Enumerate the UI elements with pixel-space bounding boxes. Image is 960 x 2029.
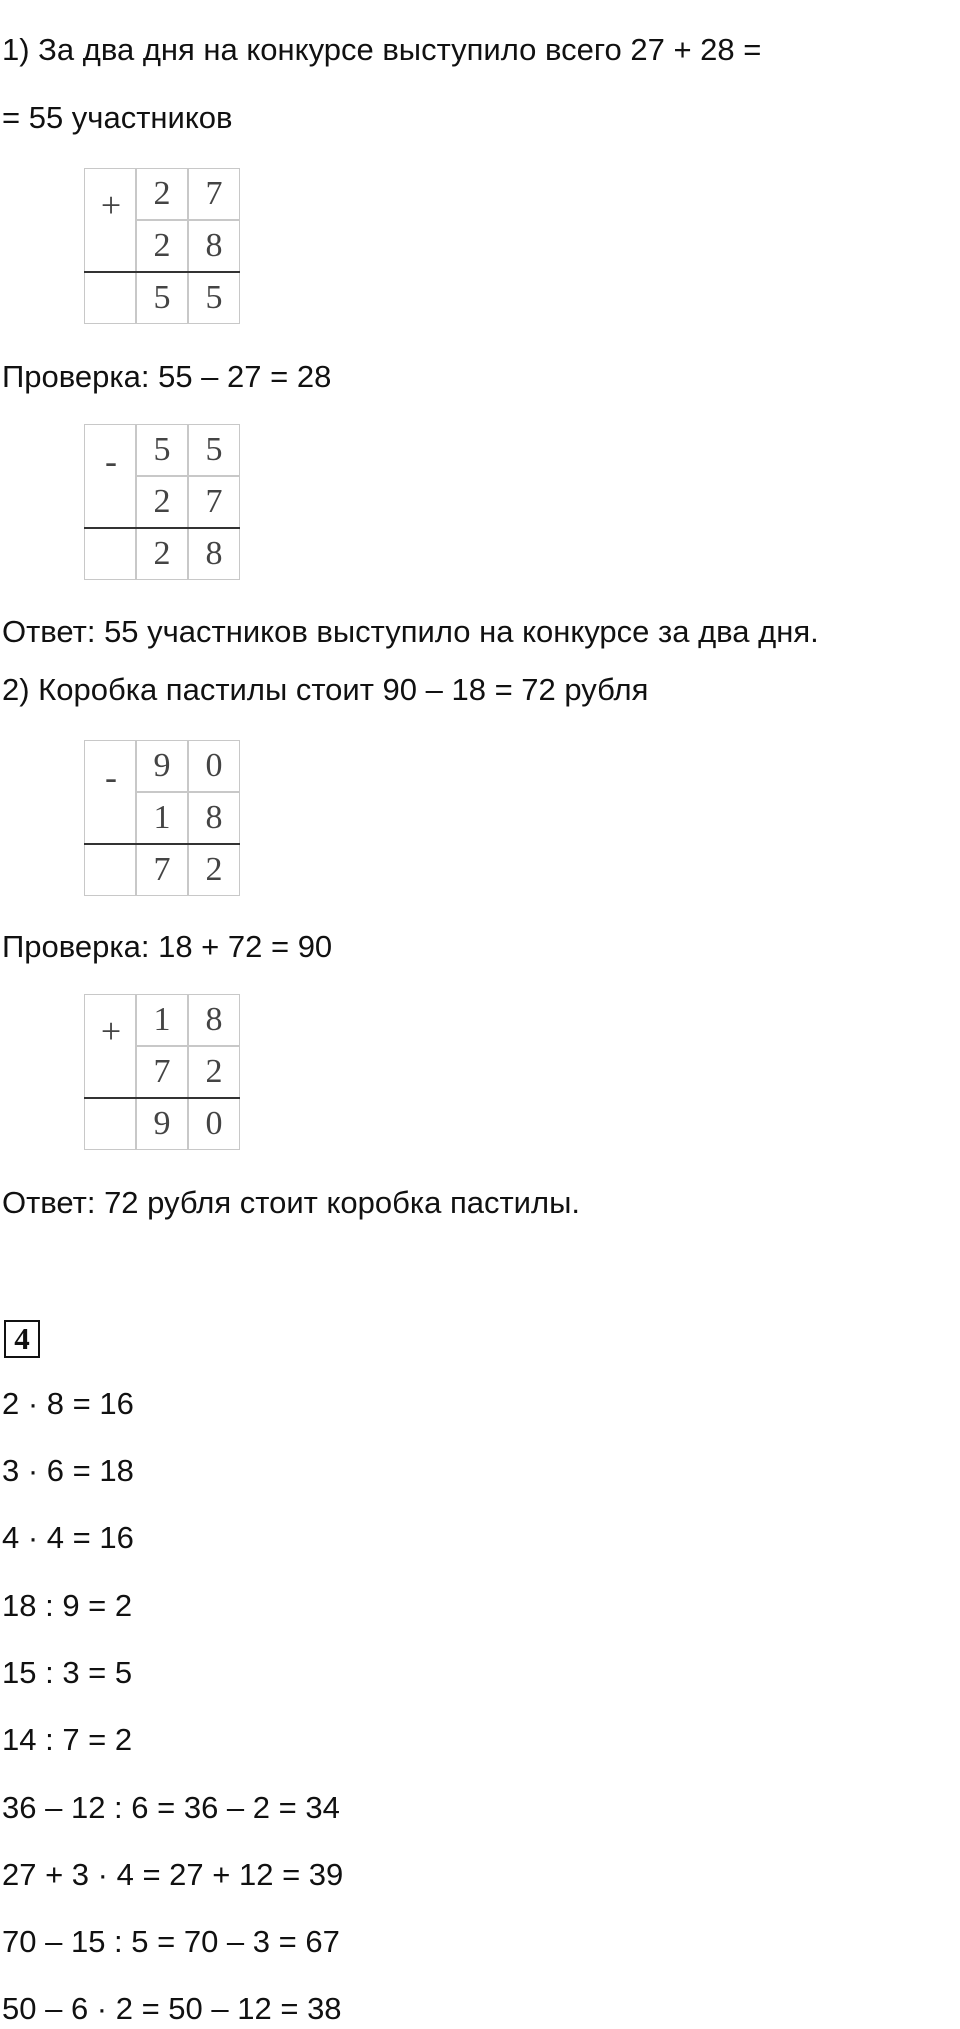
equation-line: 27 + 3 · 4 = 27 + 12 = 39 — [2, 1857, 344, 1892]
empty-cell — [84, 844, 136, 896]
result-digit-cell: 0 — [188, 1098, 240, 1150]
equation-line: 4 · 4 = 16 — [2, 1520, 134, 1555]
check2-text: Проверка: 18 + 72 = 90 — [2, 929, 333, 964]
problem1-result: = 55 участников — [2, 100, 233, 135]
digit-cell: 7 — [188, 476, 240, 528]
difference-divider — [84, 843, 240, 845]
digit-cell: 2 — [188, 1046, 240, 1098]
digit-cell: 5 — [188, 424, 240, 476]
digit-cell: 1 — [136, 792, 188, 844]
empty-cell — [84, 1098, 136, 1150]
problem1-statement: 1) За два дня на конкурсе выступило всего 27 + 28 = — [2, 32, 762, 67]
result-digit-cell: 9 — [136, 1098, 188, 1150]
result-digit-cell: 5 — [136, 272, 188, 324]
minus-sign: - — [105, 757, 117, 797]
answer2-text: Ответ: 72 рубля стоит коробка пастилы. — [2, 1185, 580, 1220]
operator-cell — [84, 994, 136, 1098]
digit-cell: 8 — [188, 220, 240, 272]
digit-cell: 0 — [188, 740, 240, 792]
digit-cell: 5 — [136, 424, 188, 476]
task-number-badge: 4 — [4, 1320, 40, 1358]
sum-divider — [84, 271, 240, 273]
result-digit-cell: 5 — [188, 272, 240, 324]
equation-line: 14 : 7 = 2 — [2, 1722, 133, 1757]
column-subtraction-1 — [84, 424, 240, 580]
equation-line: 15 : 3 = 5 — [2, 1655, 133, 1690]
column-subtraction-2 — [84, 740, 240, 896]
equation-line: 2 · 8 = 16 — [2, 1386, 134, 1421]
digit-cell: 1 — [136, 994, 188, 1046]
plus-sign: + — [100, 185, 122, 225]
operator-cell — [84, 168, 136, 272]
equation-line: 3 · 6 = 18 — [2, 1453, 134, 1488]
digit-cell: 7 — [136, 1046, 188, 1098]
digit-cell: 2 — [136, 168, 188, 220]
answer1-text: Ответ: 55 участников выступило на конкурсе за два дня. — [2, 614, 819, 649]
result-digit-cell: 2 — [136, 528, 188, 580]
result-digit-cell: 8 — [188, 528, 240, 580]
digit-cell: 7 — [188, 168, 240, 220]
equation-line: 50 – 6 · 2 = 50 – 12 = 38 — [2, 1991, 342, 2026]
problem2-statement: 2) Коробка пастилы стоит 90 – 18 = 72 рубля — [2, 672, 649, 707]
plus-sign: + — [100, 1011, 122, 1051]
sum-divider — [84, 1097, 240, 1099]
column-addition-2 — [84, 994, 240, 1150]
result-digit-cell: 2 — [188, 844, 240, 896]
difference-divider — [84, 527, 240, 529]
check1-text: Проверка: 55 – 27 = 28 — [2, 359, 332, 394]
digit-cell: 9 — [136, 740, 188, 792]
digit-cell: 8 — [188, 792, 240, 844]
minus-sign: - — [105, 441, 117, 481]
empty-cell — [84, 528, 136, 580]
equation-line: 70 – 15 : 5 = 70 – 3 = 67 — [2, 1924, 340, 1959]
result-digit-cell: 7 — [136, 844, 188, 896]
digit-cell: 2 — [136, 220, 188, 272]
digit-cell: 8 — [188, 994, 240, 1046]
operator-cell — [84, 424, 136, 528]
empty-cell — [84, 272, 136, 324]
digit-cell: 2 — [136, 476, 188, 528]
equation-line: 18 : 9 = 2 — [2, 1588, 133, 1623]
column-addition-1 — [84, 168, 240, 324]
equation-line: 36 – 12 : 6 = 36 – 2 = 34 — [2, 1790, 340, 1825]
operator-cell — [84, 740, 136, 844]
